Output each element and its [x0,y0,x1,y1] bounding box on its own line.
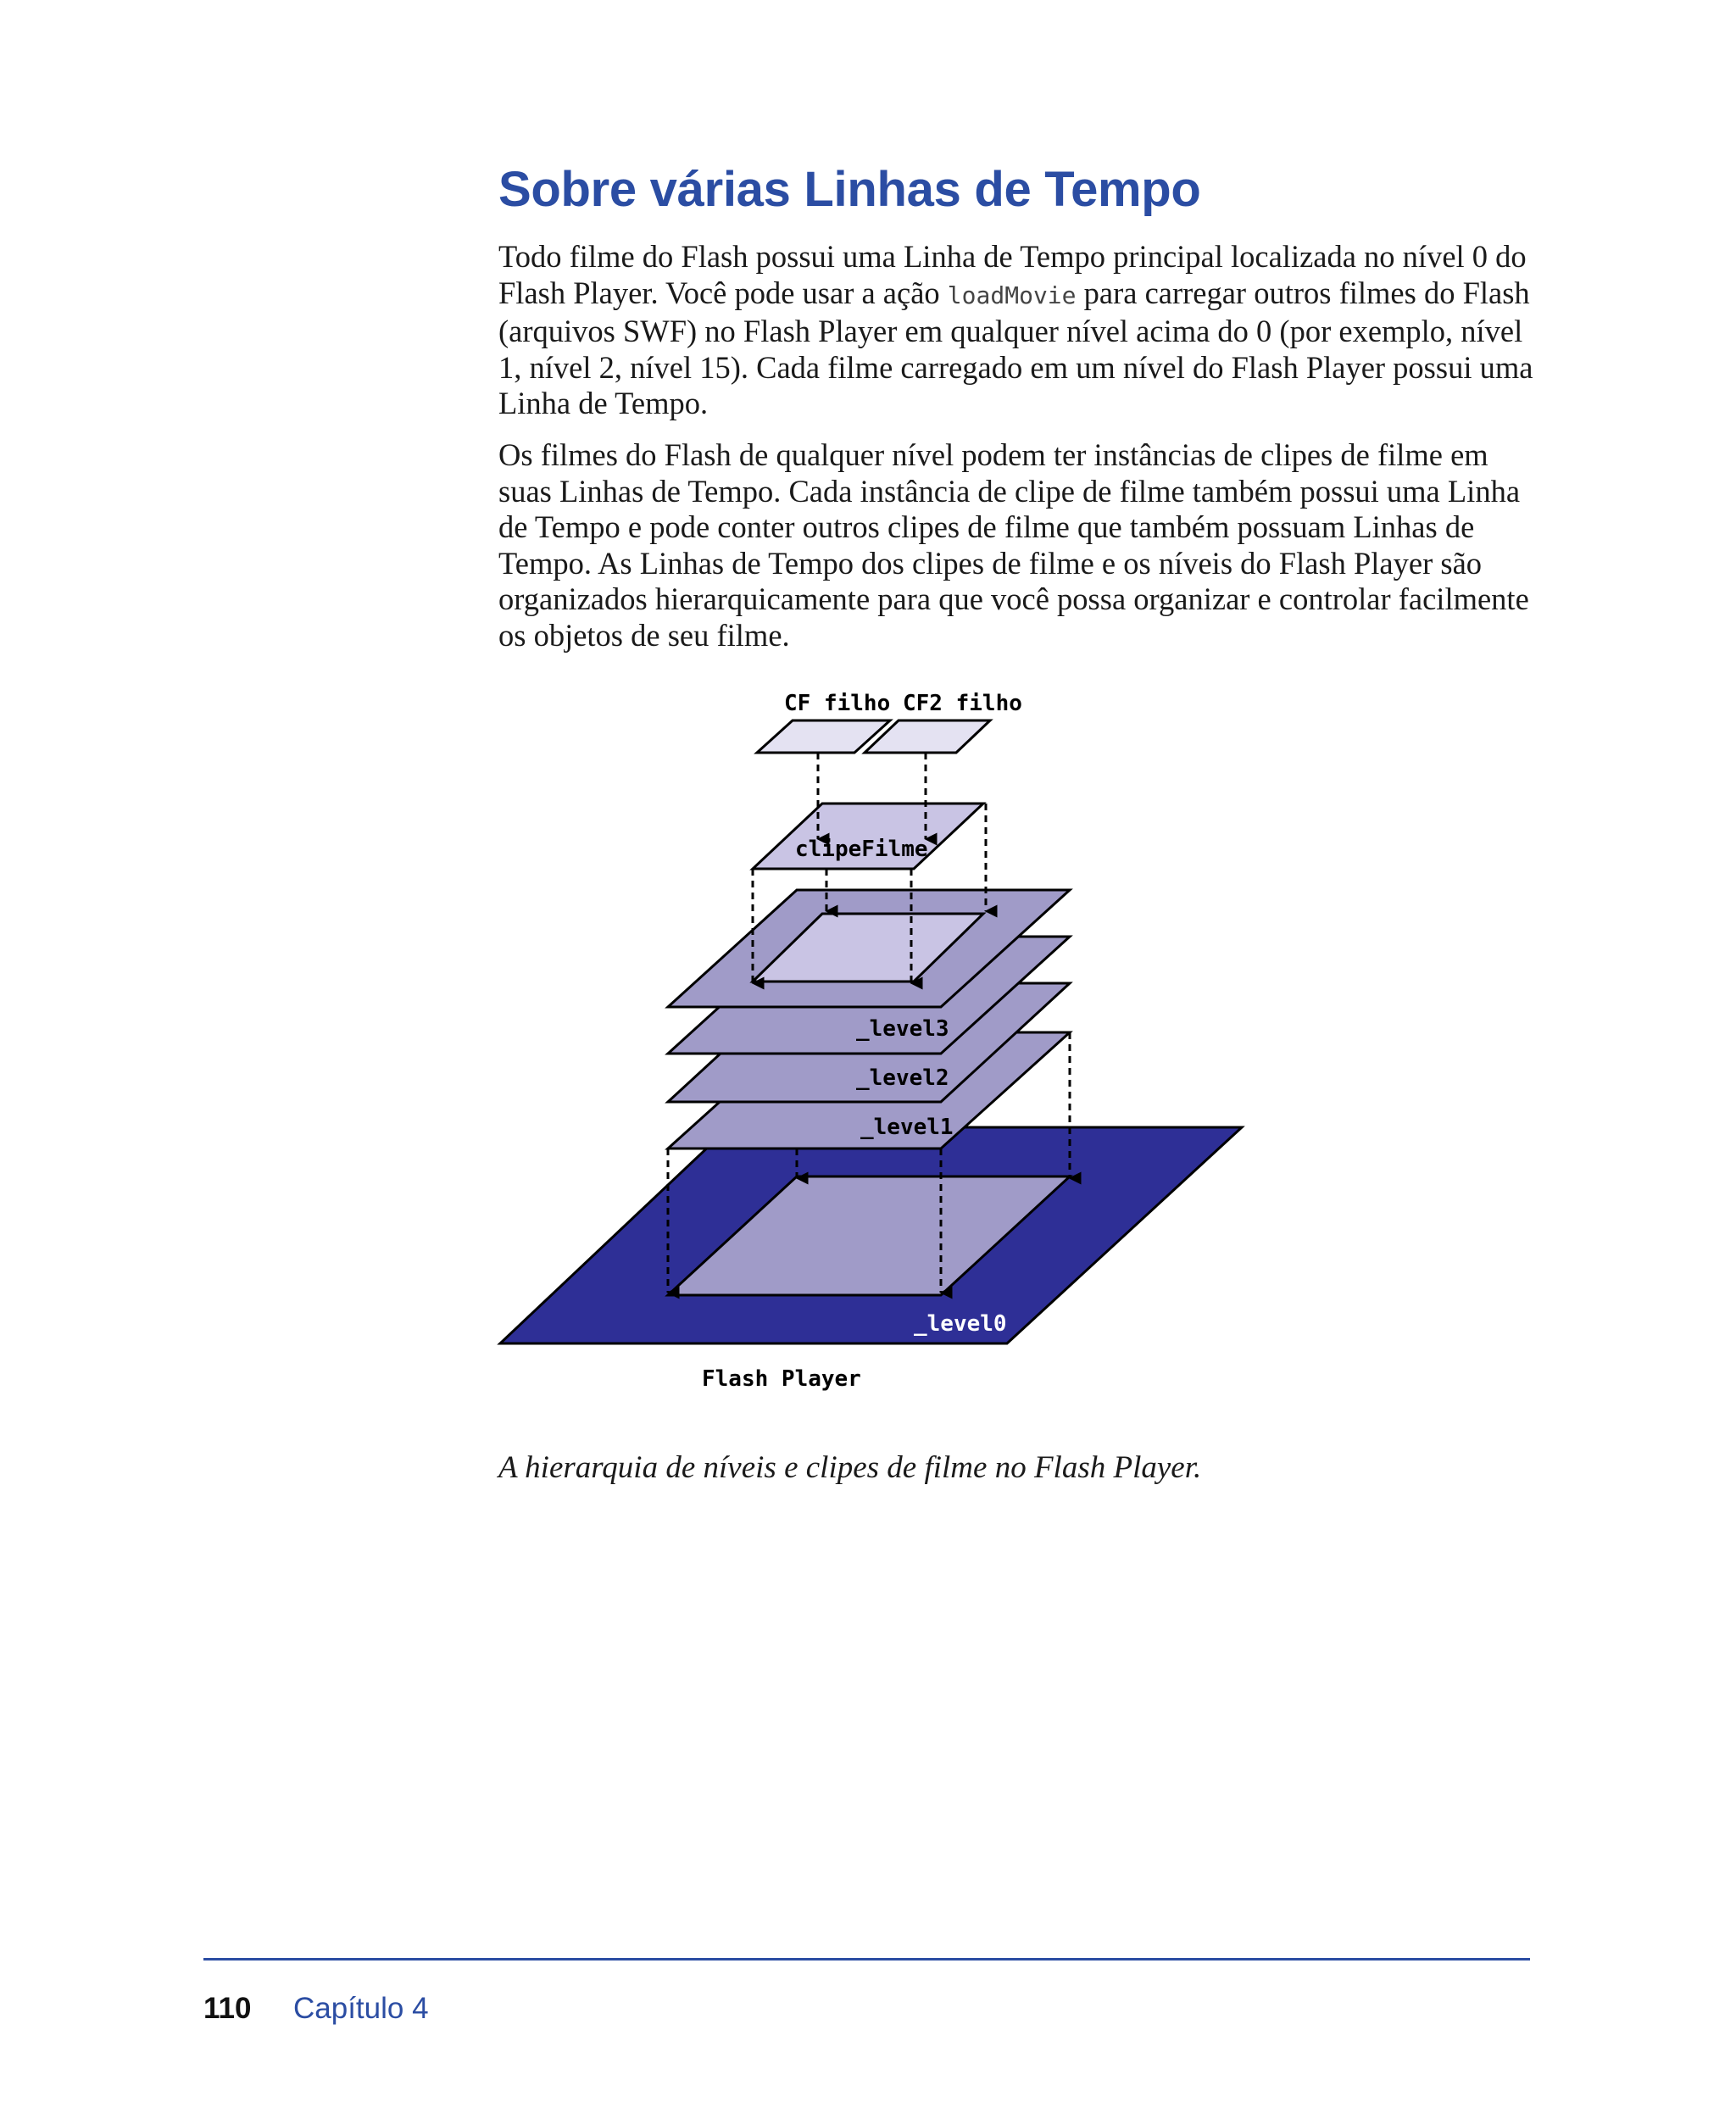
hierarchy-diagram [492,678,1255,1407]
section-heading: Sobre várias Linhas de Tempo [498,162,1201,217]
label-level2: _level2 [856,1065,949,1091]
label-child1: CF filho [784,691,891,716]
paragraph-intro-text-2: para carregar outros filmes do Flash (arquivos SWF) no Flash Player em qualquer nível acima do 0 (por exemplo, nível 1, nível 2, nível 15). Cada filme carregado em um nível do Flash Player possui uma Linha de Tempo. [498,275,1533,420]
label-level0: _level0 [914,1311,1007,1337]
page-number: 110 [203,1992,252,2025]
paragraph-intro [498,239,1534,422]
label-clip: clipeFilme [795,837,928,862]
footer-divider [203,1958,1530,1960]
paragraph-intro-text-1: Todo filme do Flash possui uma Linha de Tempo principal localizada no nível 0 do Flash Player. Você pode usar a ação [498,239,1527,310]
label-flash-player: Flash Player [702,1366,861,1392]
paragraph-hierarchy: Os filmes do Flash de qualquer nível podem ter instâncias de clipes de filme em suas Linhas de Tempo. Cada instância de clipe de filme também possui uma Linha de Tempo e pode conter outros clipes de filme que também possuam Linhas de Tempo. As Linhas de Tempo dos clipes de filme e os níveis do Flash Player são organizados hierarquicamente para que você possa organizar e controlar facilmente os objetos de seu filme. [498,437,1529,653]
chapter-label: Capítulo 4 [293,1992,429,2025]
label-child2: CF2 filho [903,691,1022,716]
figure-caption: A hierarquia de níveis e clipes de filme no Flash Player. [498,1450,1202,1485]
label-level1: _level1 [860,1115,954,1140]
code-loadmovie: loadMovie [947,281,1077,309]
label-level3: _level3 [856,1016,949,1042]
